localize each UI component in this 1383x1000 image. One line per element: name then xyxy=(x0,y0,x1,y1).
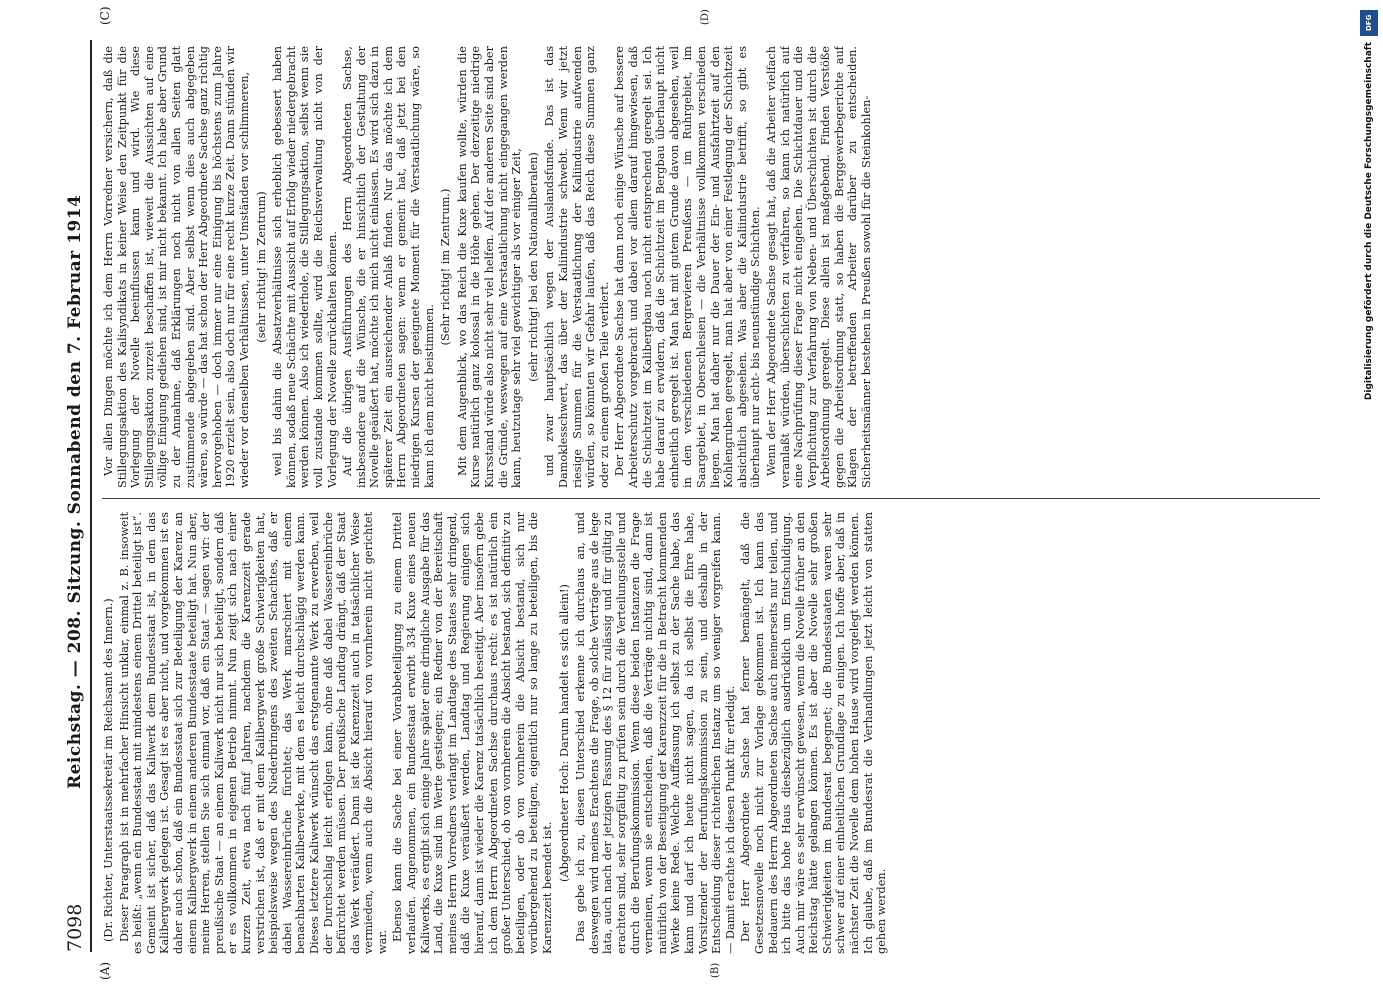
left-column xyxy=(102,512,1320,954)
paragraph: Ebenso kann die Sache bei einer Vorabbeteiligung zu einem Drittel verlaufen. Angenommen, ein Bundesstaat erwirbt 334 Kuxe eines neuen Kaliwerks, es ergibt sich einige Jahre später eine dringliche Ausgabe für das Land, die Kuxe sind im Werte gestiegen; ein Redner von der Bereitschaft meines Herrn Vorredners verlangt im Landtage des Staates sehr dringend, daß die Kuxe veräußert werden, Landtag und Regierung einigen sich hierauf, dann ist wieder die Karenz tatsächlich beseitigt. Aber insofern gebe ich dem Herrn Abgeordneten Sachse durchaus recht: es ist natürlich ein großer Unterschied, ob von vornherein die Absicht bestand, sich definitiv zu beteiligen, oder ob von vornherein die Absicht bestand, sich nur vorübergehend zu beteiligen, eigentlich nur so lange zu beteiligen, bis die Karenzzeit beendet ist. xyxy=(391,512,554,954)
paragraph: und zwar hauptsächlich wegen der Auslandsfunde. Das ist das Damoklesschwert, das über der Kaliindustrie schwebt. Wenn wir jetzt riesige Summen für die Verstaatlichung der Kaliindustrie aufwenden würden, so könnten wir Gefahr laufen, daß das Reich diese Summen ganz oder zu einem großen Teile verliert. xyxy=(543,46,611,488)
dfg-logo: DFG xyxy=(1360,10,1378,36)
credit-text: Digitalisierung gefördert durch die Deutsche Forschungsgemeinschaft xyxy=(1364,42,1374,401)
paragraph: Das gebe ich zu, diesen Unterschied erkenne ich durchaus an, und deswegen wird meines Erachtens die Frage, ob solche Verträge aus de lege lata, auch nach der jetzigen Fassung des § 12 für zulässig und für gültig zu erachten sind, sehr sorgfältig zu prüfen sein durch die Verteilungsstelle und durch die Berufungskommission. Wenn diese beiden Instanzen die Frage verneinen, wenn sie entscheiden, daß die Verträge nichtig sind, dann ist natürlich von der Beseitigung der Karenzzeit für die in Betracht kommenden Werke keine Rede. Welche Auffassung ich selbst zu der Sache habe, das kann und darf ich heute nicht sagen, da ich selbst die Ehre habe, Vorsitzender der Berufungskommission zu sein, und deshalb in der Entscheidung dieser richterlichen Instanz um so weniger vorgreifen kann. — Damit erachte ich diesen Punkt für erledigt. xyxy=(574,512,737,954)
paragraph: Wenn der Herr Abgeordnete Sachse gesagt hat, daß die Arbeiter vielfach veranlaßt würden, überschichten zu verfahren, so kann ich natürlich auf eine Nachprüfung dieser Frage nicht eingehen. Die Schichtdauer und die Verpflichtung zur Verfahrung von Neben- und Überschichten ist durch die Arbeitsordnung geregelt. Diese allein ist maßgebend. Finden Verstöße gegen die Arbeitsordnung statt, so haben die Berggewerbegerichte auf Klagen der betreffenden Arbeiter darüber zu entscheiden. Sicherheitsmänner bestehen in Preußen sowohl für die Steinkohlen- xyxy=(764,46,874,488)
digitization-credit xyxy=(1358,10,1380,990)
paragraph: Dieser Paragraph ist in mehrfacher Hinsicht unklar, einmal z. B. insoweit es heißt: „wenn ein Bundesstaat mit mindestens einem Drittel beteiligt ist“. Gemeint ist sicher, daß das Kaliwerk dem Bundesstaat ist, in dem das Kalibergwerk gelegen ist. Gesagt ist es aber nicht, und vorgekommen ist es daher auch schon, daß ein Bundesstaat sich zur Beteiligung der Karenz an einem Kalibergwerk in einem anderen Bundesstaate beteiligt hat. Nun aber, meine Herren, stellen Sie sich einmal vor, daß ein Staat — sagen wir: der preußische Staat — an einem Kaliwerk nicht nur sich beteiligt, sondern daß er es vollkommen in eigenen Betrieb nimmt. Nun zeigt sich nach einer kurzen Zeit, etwa nach fünf Jahren, nachdem die Karenzzeit gerade verstrichen ist, daß er mit dem Kalibergwerk große Schwierigkeiten hat, beispielsweise wegen des Niederbringens des zweiten Schachtes, daß er dabei Wassereinbrüche fürchtet; das Werk marschiert mit einem benachbarten Kaliberwerke, mit dem es leicht durchschlägig werden kann. Dieses letztere Kaliwerk wünscht das erstgenannte Werk zu erwerben, weil der Durchschlag leicht erfolgen kann, ohne daß dabei Wassereinbrüche befürchtet werden müssen. Der preußische Landtag drängt, daß der Staat das Werk veräußert. Dann ist die Karenzzeit auch in tatsächlicher Weise vermieden, wenn auch die Absicht hierauf von vornherein nicht gerichtet war. xyxy=(117,512,389,954)
interjection: (Abgeordneter Hoch: Darum handelt es sich allein!) xyxy=(557,584,571,882)
interjection: (sehr richtig! im Zentrum) xyxy=(254,191,268,343)
paragraph: Der Herr Abgeordnete Sachse hat ferner bemängelt, daß die Gesetzesnovelle noch nicht zur Vorlage gekommen ist. Ich kann das Bedauern des Herrn Abgeordneten Sachse auch meinerseits nur teilen, und ich bitte das hohe Haus diesbezüglich ausdrücklich um Entschuldigung. Auch mir wäre es sehr erwünscht gewesen, wenn die Novelle früher an den Reichstag hätte gelangen können. Es ist aber die Novelle sehr großen Schwierigkeiten im Bundesrat begegnet; die Bundesstaaten waren sehr schwer auf einer einheitlichen Grundlage zu einigen. Ich hoffe aber, daß in nächster Zeit die Novelle dem hohen Hause wird vorgelegt werden können. Ich glaube, daß im Bundesrat die Verhandlungen jetzt leicht von statten gehen werden. xyxy=(739,512,889,954)
page-number: 7098 xyxy=(64,903,86,952)
paragraph: Mit dem Augenblick, wo das Reich die Kuxe kaufen wollte, würden die Kurse natürlich ganz kolossal in die Höhe gehen. Der derzeitige niedrige Kursstand würde also nicht sehr viel helfen. Auf der anderen Seite sind aber die Gründe, weswegen auf eine Verstaatlichung nicht eingegangen werden kann, heutzutage sehr viel gewichtiger als vor einiger Zeit, xyxy=(455,46,524,488)
scanned-page xyxy=(60,6,1330,980)
margin-marker-a: (A) xyxy=(98,961,112,980)
page-title: Reichstag. — 208. Sitzung. Sonnabend den 7. Februar 1914 xyxy=(65,194,85,790)
column-divider xyxy=(102,498,1320,499)
paragraph: Auf die übrigen Ausführungen des Herrn Abgeordneten Sachse, insbesondere auf die Wünsche, die er hinsichtlich der Gestaltung der Novelle geäußert hat, möchte ich mich nicht einlassen. Es wird sich dazu in späterer Zeit ein ausreichender Anlaß finden. Nur das möchte ich dem Herrn Abgeordneten sagen: wenn er gemeint hat, daß jetzt bei den niedrigen Kursen der geeignete Moment für die Verstaatlichung wäre, so kann ich dem nicht beistimmen. xyxy=(341,46,436,488)
interjection: (Sehr richtig! im Zentrum.) xyxy=(439,188,453,346)
speaker-line: (Dr. Richter, Unterstaatssekretär im Reichsamt des Innern.) xyxy=(102,598,115,942)
margin-marker-c: (C) xyxy=(98,6,112,25)
interjection: (sehr richtig! bei den Nationalliberalen) xyxy=(526,152,540,382)
right-column xyxy=(102,46,1320,488)
margin-marker-b: (B) xyxy=(710,962,721,978)
margin-marker-d: (D) xyxy=(700,9,711,25)
paragraph: Vor allen Dingen möchte ich dem Herrn Vorredner versichern, daß die Stillegungsaktion des Kalisyndikats in keiner Weise den Zeitpunkt für die Vorlegung der Novelle beeinflussen kann und wird. Wie diese Stillegungsaktion zurzeit beschaffen ist, wieweit die Aussichten auf eine völlige Einigung gediehen sind, ist mir nicht bekannt. Ich habe aber Grund zu der Annahme, daß Erklärungen noch nicht von allen Seiten glatt zustimmende abgegeben sind. Aber selbst wenn dies auch abgegeben wären, so würde — das hat schon der Herr Abgeordnete Sachse ganz richtig hervorgehoben — doch immer nur eine Einigung bis höchstens zum Jahre 1920 erzielt sein, also doch nur für eine recht kurze Zeit. Dann stünden wir wieder vor denselben Verhältnissen, unter Umständen vor schlimmeren, xyxy=(102,46,251,488)
paragraph: weil bis dahin die Absatzverhältnisse sich erheblich gebessert haben können, sodaß neue Schächte mit Aussicht auf Erfolg wieder niedergebracht werden können. Also ich wiederhole, die Stillegungsaktion, selbst wenn sie voll zustande kommen sollte, wird die Reichsverwaltung nicht von der Vorlegung der Novelle zurückhalten können. xyxy=(271,46,339,488)
page-header xyxy=(60,40,92,952)
paragraph: Der Herr Abgeordnete Sachse hat dann noch einige Wünsche auf bessere Arbeiterschutz vorgebracht und dabei vor allem darauf hingewiesen, daß die Schichtzeit im Kalibergbau noch nicht entsprechend geregelt sei. Ich habe darauf zu erwidern, daß die Schichtzeit im Bergbau überhaupt nicht einheitlich geregelt ist. Man hat mit gutem Grunde davon abgesehen, weil in den verschiedenen Bergrevieren Preußens — im Ruhrgebiet, im Saargebiet, in Oberschlesien — die Verhältnisse vollkommen verschieden liegen. Man hat daher nur die Dauer der Ein- und Ausfahrtzeit auf den Kohlengruben geregelt, man hat aber von einer Festlegung der Schichtzeit absichtlich abgesehen. Was aber die Kaliindustrie betrifft, so gibt es überhaupt nur acht- bis neunstündige Schichten. xyxy=(613,46,763,488)
